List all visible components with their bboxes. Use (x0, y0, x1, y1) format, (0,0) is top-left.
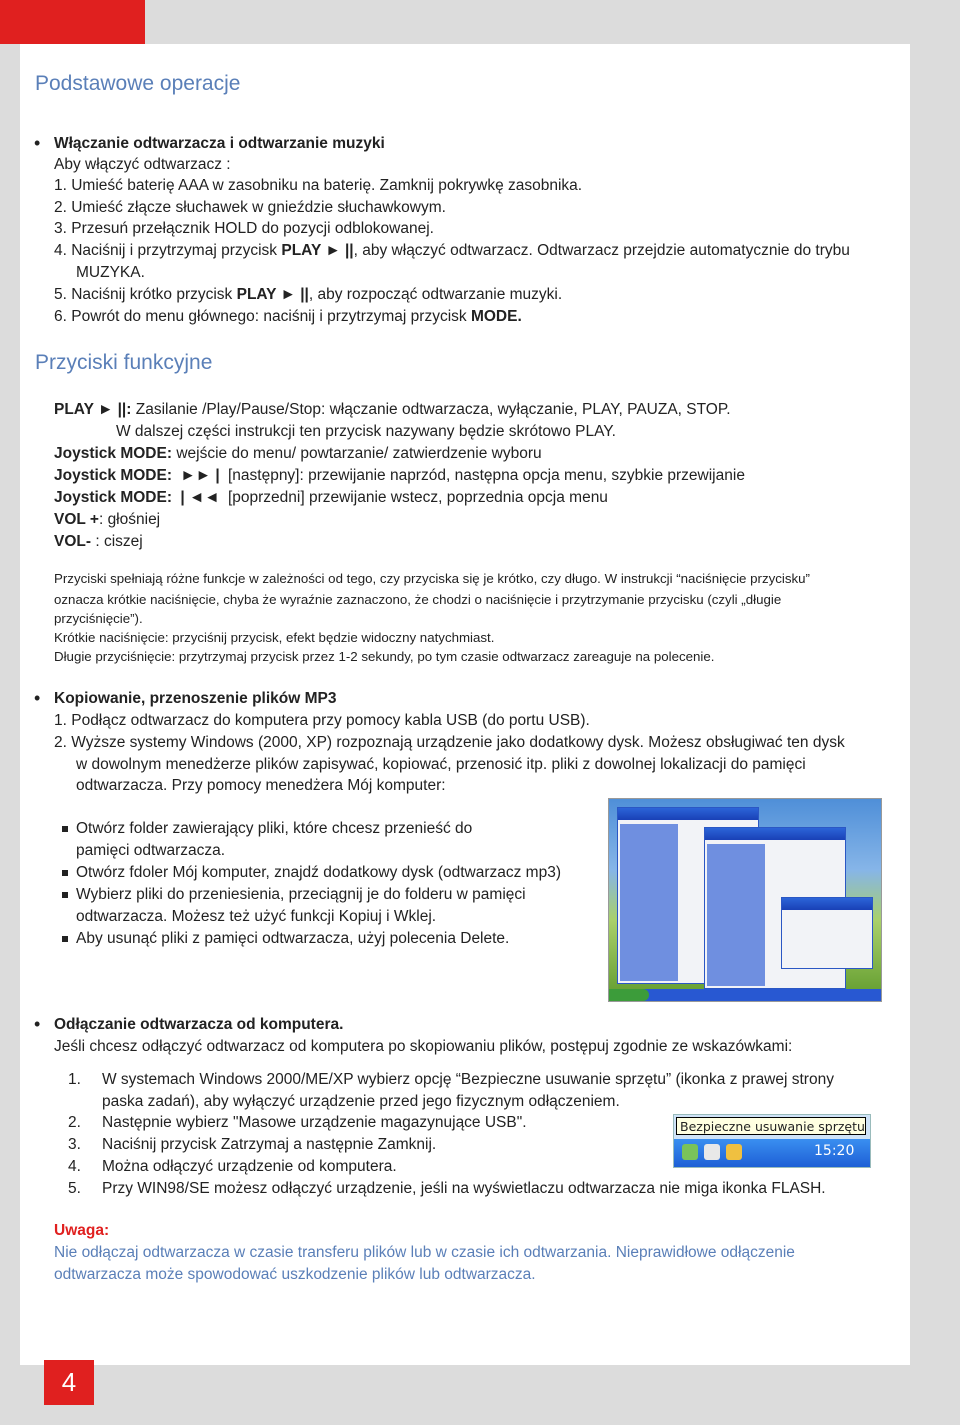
warning-line-1: Nie odłączaj odtwarzacza w czasie transferu plików lub w czasie ich odtwarzania. Nieprawidłowe odłączenie (54, 1244, 795, 1261)
window-taskpane (707, 844, 765, 986)
function-play-note: W dalszej części instrukcji ten przycisk nazywany będzie skrótowo PLAY. (116, 423, 616, 440)
step4-text-a: 4. Naciśnij i przytrzymaj przycisk (54, 242, 278, 259)
copy-step-2-cont: w dowolnym menedżerze plików zapisywać, kopiować, przenosić itp. pliki z dowolnej lokalizacji do pamięci (76, 756, 806, 773)
step5-text-a: 5. Naciśnij krótko przycisk (54, 286, 233, 303)
window-titlebar (782, 898, 872, 910)
disconnect-intro: Jeśli chcesz odłączyć odtwarzacz od komputera po skopiowaniu plików, postępuj zgodnie ze wskazówkami: (54, 1038, 793, 1055)
page-number-box (44, 1360, 94, 1405)
square-bullet (62, 892, 68, 898)
window-titlebar (618, 808, 758, 820)
section-title-basic-ops: Podstawowe operacje (35, 72, 241, 95)
play-button-ref: PLAY ► || (236, 286, 309, 303)
disconnect-step-1: W systemach Windows 2000/ME/XP wybierz opcję “Bezpieczne usuwanie sprzętu” (ikonka z prawej strony (102, 1071, 834, 1088)
warning-line-2: odtwarzacza może spowodować uszkodzenie plików lub odtwarzacza. (54, 1266, 536, 1283)
playback-step-2: 2. Umieść złącze słuchawek w gnieździe słuchawkowym. (54, 199, 446, 216)
playback-step-4 (54, 240, 850, 261)
page-right-band (910, 0, 960, 1425)
step5-text-b: , aby rozpocząć odtwarzanie muzyki. (308, 286, 563, 303)
function-joystick-2 (54, 465, 745, 486)
square-bullet (62, 826, 68, 832)
vol-minus-label: VOL- (54, 533, 92, 550)
play-button-ref: PLAY ► || (281, 242, 354, 259)
page-content (20, 44, 910, 1365)
bullet-dot: • (34, 133, 41, 153)
window-titlebar (705, 828, 845, 840)
function-vol-plus (54, 509, 160, 530)
section-title-function-buttons: Przyciski funkcyjne (35, 351, 213, 374)
step-number: 1. (68, 1071, 81, 1088)
disconnect-step-1-cont: paska zadań), aby wyłączyć urządzenie przed jego fizycznym odłączeniem. (102, 1093, 620, 1110)
page-bottom-band (0, 1365, 960, 1425)
copy-step-2-cont: odtwarzacza. Przy pomocy menedżera Mój komputer: (76, 777, 446, 794)
safely-remove-tooltip: Bezpieczne usuwanie sprzętu (676, 1117, 866, 1135)
note-line-3: przyciśnięcie”). (54, 611, 143, 626)
copy-bullet-3-cont: odtwarzacza. Możesz też użyć funkcji Kopiuj i Wklej. (76, 908, 437, 925)
play-desc: Zasilanie /Play/Pause/Stop: włączanie odtwarzacza, wyłączanie, PLAY, PAUZA, STOP. (135, 401, 731, 418)
function-vol-minus (54, 531, 143, 552)
disconnect-step-5: Przy WIN98/SE możesz odłączyć urządzenie, jeśli na wyświetlaczu odtwarzacza nie miga ikonka FLASH. (102, 1180, 826, 1197)
vol-plus-label: VOL + (54, 511, 99, 528)
joystick-label: Joystick MODE: (54, 467, 173, 484)
disconnect-step-3: Naciśnij przycisk Zatrzymaj a następnie Zamknij. (102, 1136, 437, 1153)
playback-step-5 (54, 284, 562, 305)
copy-bullet-4: Aby usunąć pliki z pamięci odtwarzacza, użyj polecenia Delete. (76, 930, 510, 947)
note-line-4: Krótkie naciśnięcie: przyciśnij przycisk, efekt będzie widoczny natychmiast. (54, 630, 495, 645)
note-line-5: Długie przyciśnięcie: przytrzymaj przycisk przez 1-2 sekundy, po tym czasie odtwarzacz zareaguje na polecenie. (54, 649, 715, 664)
mode-button-ref: MODE. (470, 308, 522, 325)
square-bullet (62, 936, 68, 942)
copy-step-1: 1. Podłącz odtwarzacz do komputera przy pomocy kabla USB (do portu USB). (54, 712, 590, 729)
copy-step-2: 2. Wyższe systemy Windows (2000, XP) rozpoznają urządzenie jako dodatkowy dysk. Możesz obsługiwać ten dysk (54, 734, 845, 751)
bullet-dot: • (34, 1014, 41, 1034)
note-line-1: Przyciski spełniają różne funkcje w zależności od tego, czy przyciska się je krótko, czy długo. W instrukcji “naciśnięcie przycisku” (54, 571, 810, 586)
network-icon (704, 1144, 720, 1160)
copy-heading: Kopiowanie, przenoszenie plików MP3 (54, 690, 337, 707)
windows-xp-screenshot (608, 798, 882, 1002)
copy-bullet-1-cont: pamięci odtwarzacza. (76, 842, 226, 859)
joystick-desc: [następny]: przewijanie naprzód, następna opcja menu, szybkie przewijanie (227, 467, 745, 484)
playback-step-4-cont: MUZYKA. (76, 264, 145, 281)
dialog-window (781, 897, 873, 969)
warning-title: Uwaga: (54, 1222, 110, 1239)
disconnect-step-4: Można odłączyć urządzenie od komputera. (102, 1158, 397, 1175)
joystick-desc: [poprzedni] przewijanie wstecz, poprzednia opcja menu (227, 489, 608, 506)
function-joystick-1 (54, 443, 542, 464)
speaker-icon (726, 1144, 742, 1160)
tray-clock: 15:20 (814, 1143, 855, 1159)
window-taskpane (620, 824, 678, 981)
disconnect-step-2: Następnie wybierz "Masowe urządzenie magazynujące USB". (102, 1114, 527, 1131)
copy-bullet-3: Wybierz pliki do przeniesienia, przeciągnij je do folderu w pamięci (76, 886, 526, 903)
step-number: 2. (68, 1114, 81, 1131)
copy-bullet-2: Otwórz fdoler Mój komputer, znajdź dodatkowy dysk (odtwarzacz mp3) (76, 864, 561, 881)
step-number: 4. (68, 1158, 81, 1175)
playback-heading: Włączanie odtwarzacza i odtwarzanie muzyki (54, 135, 385, 152)
vol-plus-desc: : głośniej (98, 511, 161, 528)
playback-step-6 (54, 306, 522, 327)
page-left-band (0, 0, 20, 1425)
playback-step-3: 3. Przesuń przełącznik HOLD do pozycji odblokowanej. (54, 220, 434, 237)
previous-icon: | ◄◄ (180, 489, 220, 506)
step-number: 3. (68, 1136, 81, 1153)
function-joystick-3 (54, 487, 608, 508)
step4-text-b: , aby włączyć odtwarzacz. Odtwarzacz przejdzie automatycznie do trybu (353, 242, 850, 259)
play-label: PLAY ► ||: (54, 401, 132, 418)
playback-step-1: 1. Umieść baterię AAA w zasobniku na baterię. Zamknij pokrywkę zasobnika. (54, 177, 583, 194)
square-bullet (62, 870, 68, 876)
note-line-2: oznacza krótkie naciśnięcie, chyba że wyraźnie zaznaczono, że chodzi o naciśnięcie i przytrzymanie przycisku (czyli „długie (54, 592, 782, 607)
system-tray-screenshot (673, 1114, 871, 1168)
joystick-desc: wejście do menu/ powtarzanie/ zatwierdzenie wyboru (176, 445, 542, 462)
bullet-dot: • (34, 688, 41, 708)
taskbar-tray (674, 1139, 870, 1167)
safely-remove-hardware-icon (682, 1144, 698, 1160)
function-play (54, 399, 731, 420)
step6-text-a: 6. Powrót do menu głównego: naciśnij i przytrzymaj przycisk (54, 308, 467, 325)
vol-minus-desc: : ciszej (91, 533, 143, 550)
step-number: 5. (68, 1180, 81, 1197)
disconnect-heading: Odłączanie odtwarzacza od komputera. (54, 1016, 344, 1033)
copy-bullet-1: Otwórz folder zawierający pliki, które chcesz przenieść do (76, 820, 473, 837)
joystick-label: Joystick MODE: (54, 445, 173, 462)
joystick-label: Joystick MODE: (54, 489, 173, 506)
next-icon: ►► | (180, 467, 220, 484)
page-number: 4 (61, 1367, 77, 1397)
start-button (609, 989, 649, 1001)
playback-intro: Aby włączyć odtwarzacz : (54, 156, 231, 173)
taskbar (609, 989, 881, 1001)
red-corner-tab (0, 0, 145, 44)
